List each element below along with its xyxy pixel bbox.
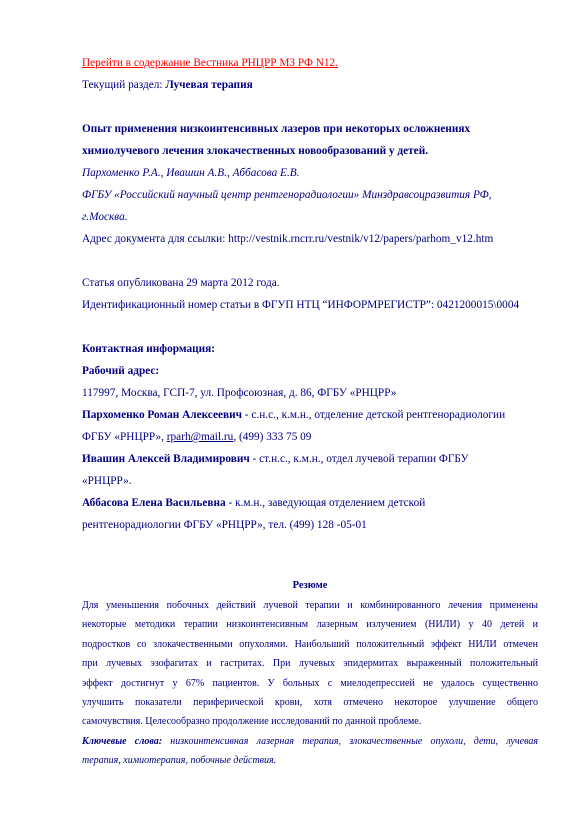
section-name: Лучевая терапия — [165, 79, 253, 91]
keywords — [82, 732, 538, 771]
publication-date: Статья опубликована 29 марта 2012 года. — [82, 277, 280, 289]
person1-info: - с.н.с., к.м.н., отделение детской рентгенорадиологии — [241, 409, 506, 421]
address-url: http://vestnik.rncrr.ru/vestnik/v12/papers/parhom_v12.htm — [228, 233, 494, 245]
contact-person1-line1 — [82, 404, 538, 426]
work-address-label: Рабочий адрес: — [82, 365, 160, 377]
abstract-line: Для уменьшения побочных действий лучевой терапии и комбинированного лечения применены — [82, 600, 538, 611]
contact-person2-line2: «РНЦРР». — [82, 475, 132, 487]
section-prefix: Текущий раздел: — [82, 79, 166, 91]
contact-person2-line1 — [82, 448, 538, 470]
work-address: 117997, Москва, ГСП-7, ул. Профсоюзная, д. 86, ФГБУ «РНЦРР» — [82, 387, 397, 399]
current-section — [82, 74, 538, 96]
toc-link[interactable]: Перейти в содержание Вестника РНЦРР МЗ РФ N12. — [82, 57, 339, 69]
abstract-body — [82, 596, 538, 732]
document-page — [82, 52, 538, 771]
affiliation-line2: г.Москва. — [82, 211, 128, 223]
keywords-line2: терапия, химиотерапия, побочные действия. — [82, 755, 277, 767]
person1-name: Пархоменко Роман Алексеевич — [82, 409, 242, 421]
abstract-line: некоторые методики терапии низкоинтенсивным лазерным излучением (НИЛИ) у 40 детей и — [82, 619, 538, 631]
person3-name: Аббасова Елена Васильевна — [82, 497, 226, 509]
contact-person3-line2: рентгенорадиологии ФГБУ «РНЦРР», тел. (499) 128 -05-01 — [82, 519, 367, 531]
person1-org: ФГБУ «РНЦРР», — [82, 431, 167, 443]
article-authors: Пархоменко Р.А., Ивашин А.В., Аббасова Е.В. — [82, 167, 300, 179]
person2-info: - ст.н.с., к.м.н., отдел лучевой терапии ФГБУ — [249, 453, 469, 465]
registry-id: Идентификационный номер статьи в ФГУП НТЦ “ИНФОРМРЕГИСТР”: 0421200015\0004 — [82, 299, 520, 311]
contact-person1-line2 — [82, 426, 538, 448]
contacts-heading: Контактная информация: — [82, 343, 216, 355]
keywords-text1: низкоинтенсивная лазерная терапия, злокачественные опухоли, дети, лучевая — [162, 735, 538, 747]
abstract-line: самочувствия. Целесообразно продолжение исследований по данной проблеме. — [82, 716, 422, 728]
article-title-line1: Опыт применения низкоинтенсивных лазеров при некоторых осложнениях — [82, 123, 471, 135]
person1-email-link[interactable]: rparh@mail.ru — [166, 431, 234, 443]
article-title-line2: химиолучевого лечения злокачественных новообразований у детей. — [82, 145, 429, 157]
keywords-line1 — [82, 732, 538, 751]
abstract-line: эффект достигнут у 67% пациентов. У больных с миелодепрессией не удалось существенно — [82, 677, 538, 689]
person3-info: - к.м.н., заведующая отделением детской — [225, 497, 426, 509]
document-address — [82, 228, 538, 250]
abstract-line: улучшить показатели периферической крови, хотя отмечено некоторое улучшение общего — [82, 697, 538, 709]
person2-name: Ивашин Алексей Владимирович — [82, 453, 250, 465]
abstract-line: при лучевых эзофагитах и гастритах. При лучевых эпидермитах выраженный положительный — [82, 658, 538, 670]
contact-person3-line1 — [82, 492, 538, 514]
person1-phone: , (499) 333 75 09 — [233, 431, 312, 443]
abstract-line: подростков со злокачественными опухолями. Наибольший положительный эффект НИЛИ отмечен — [82, 638, 538, 650]
affiliation-line1: ФГБУ «Российский научный центр рентгенорадиологии» Минздравсоцразвития РФ, — [82, 189, 492, 201]
keywords-label: Ключевые слова: — [82, 735, 163, 747]
address-prefix: Адрес документа для ссылки: — [82, 233, 229, 245]
abstract-heading: Резюме — [292, 580, 328, 591]
